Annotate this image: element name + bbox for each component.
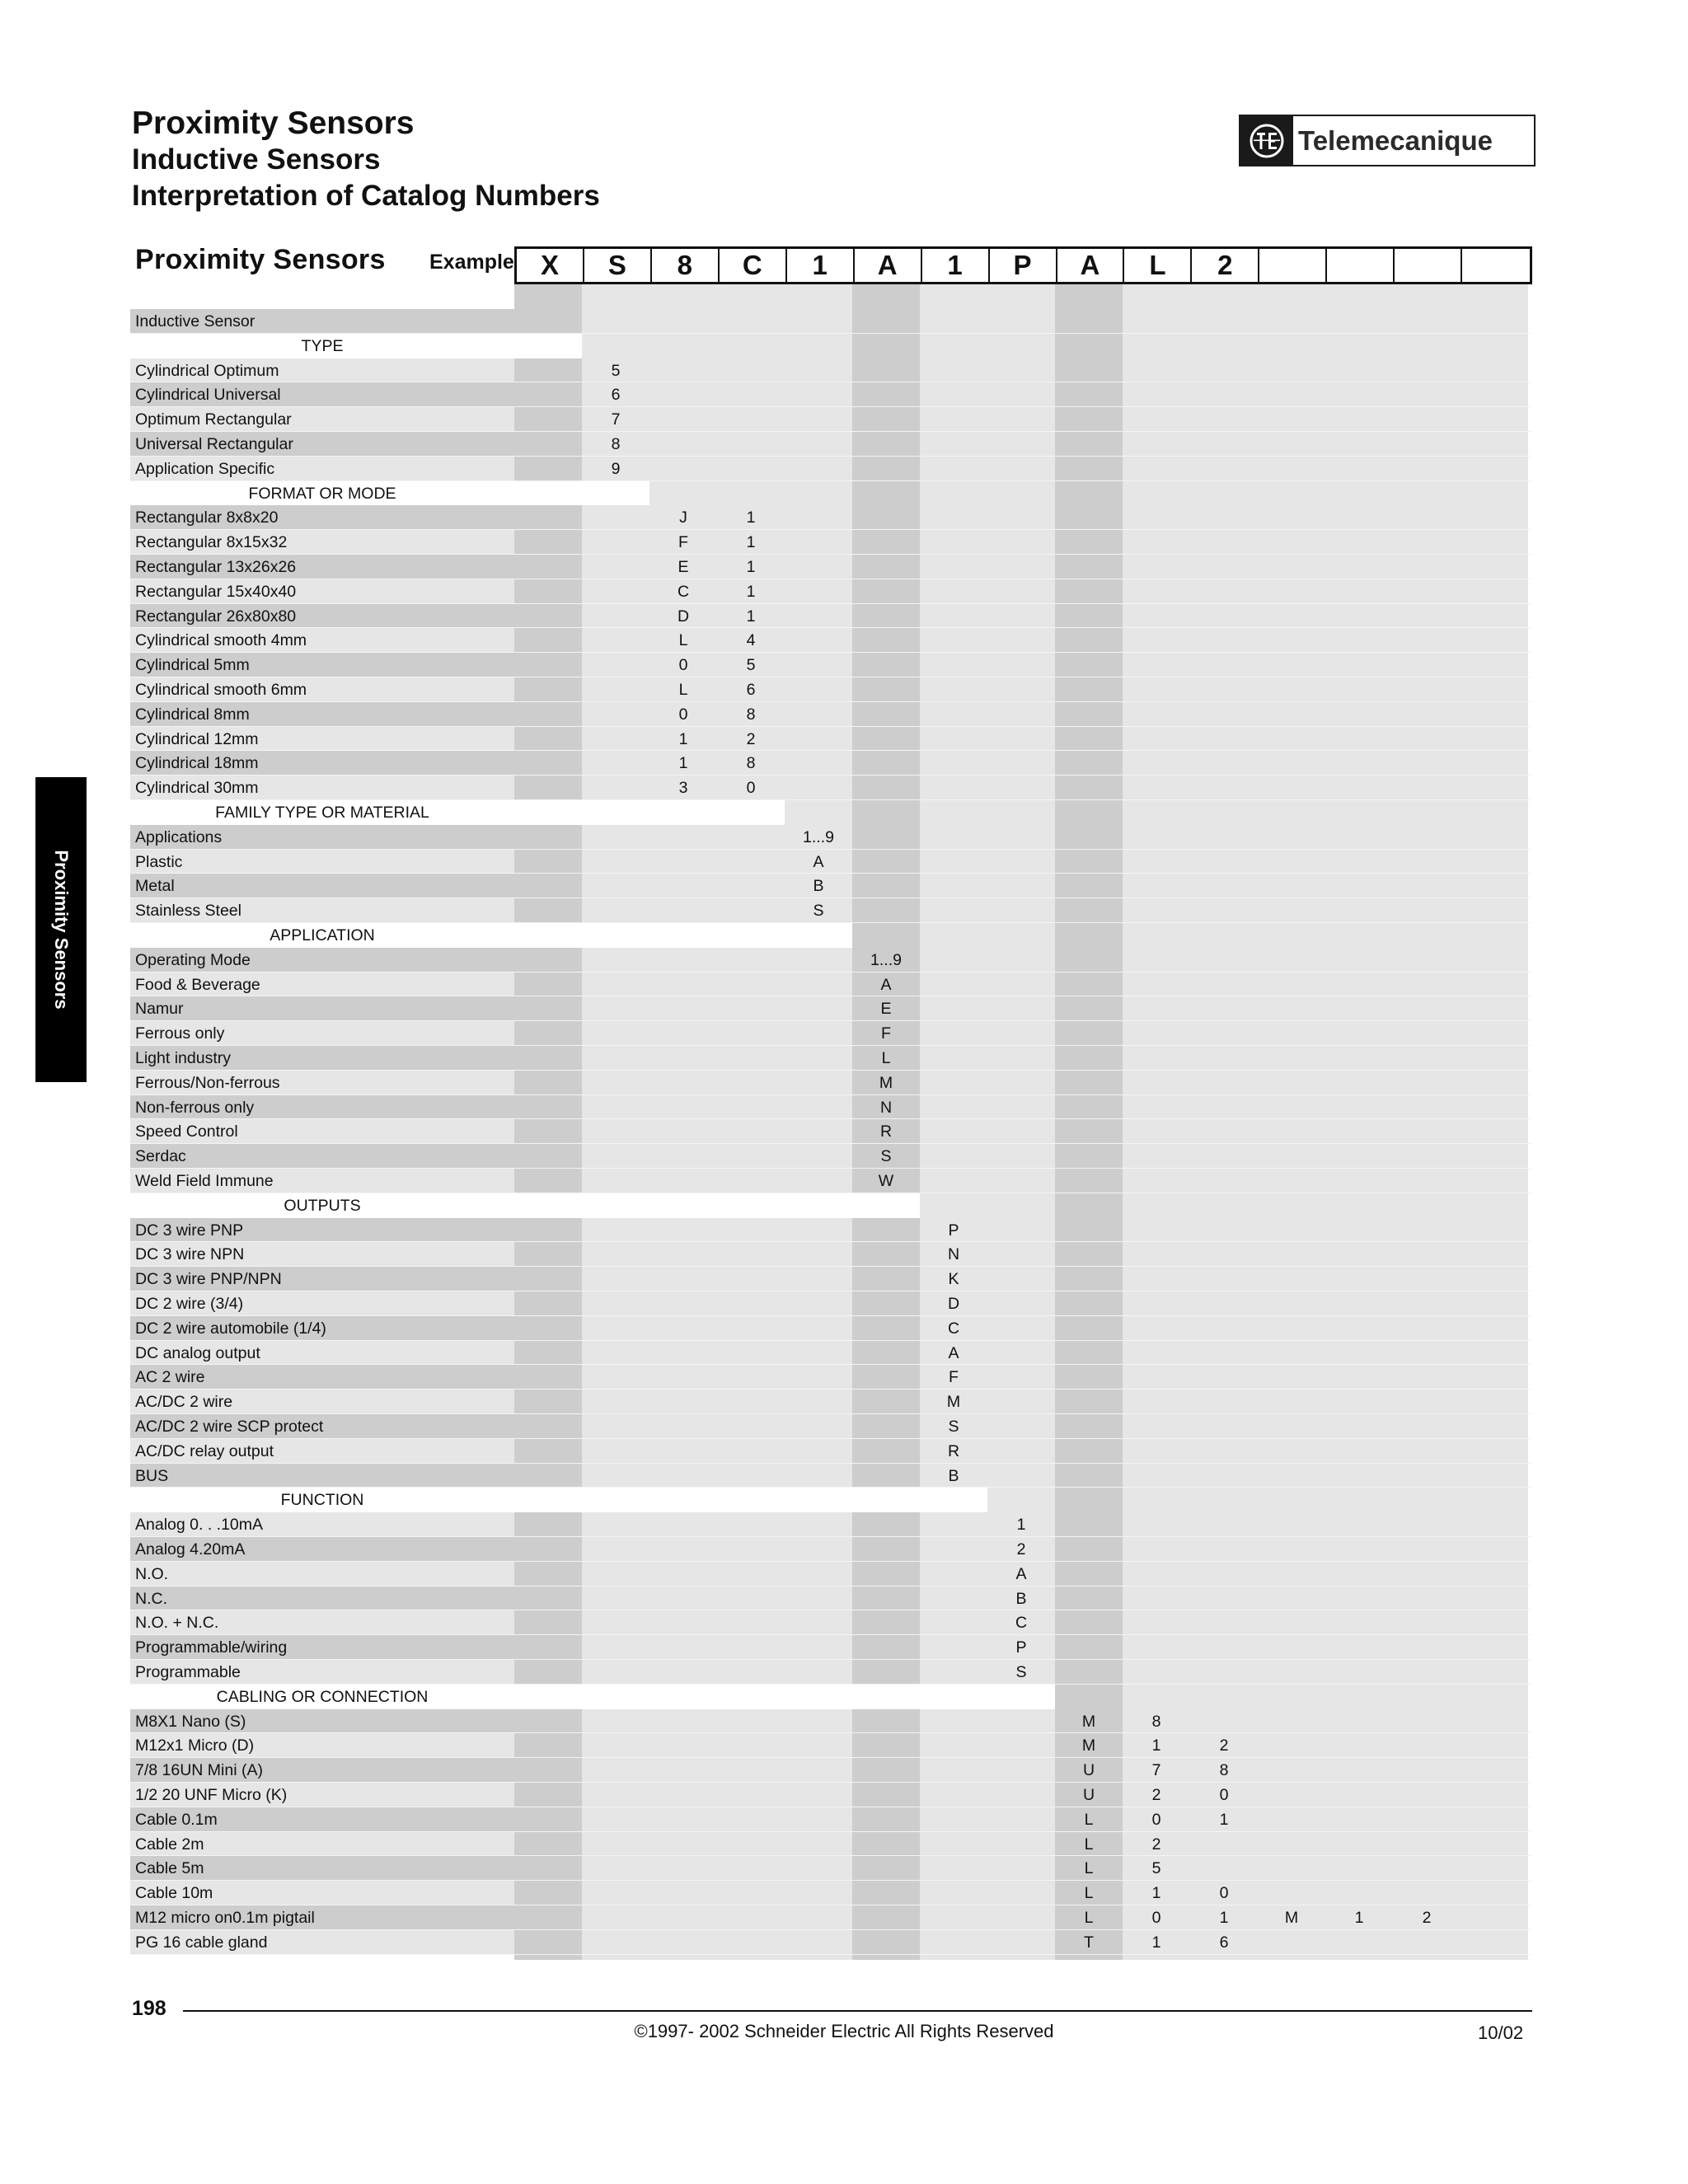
row-label: Operating Mode xyxy=(135,950,251,969)
code-value: L xyxy=(678,681,688,699)
code-value: 9 xyxy=(611,459,621,478)
code-value: 1 xyxy=(746,582,756,601)
example-code-cell: A xyxy=(1057,249,1125,282)
code-value: 0 xyxy=(1151,1909,1161,1927)
code-value: F xyxy=(881,1024,891,1043)
table-row xyxy=(130,1733,1532,1758)
code-value: 2 xyxy=(1422,1909,1432,1927)
table-row xyxy=(130,1390,1532,1414)
code-value: M xyxy=(946,1393,961,1412)
example-code-cell xyxy=(1395,249,1462,282)
code-value: A xyxy=(813,852,824,871)
table-row xyxy=(130,1537,1532,1562)
telemecanique-mark-icon xyxy=(1240,116,1293,165)
row-label: Cable 10m xyxy=(135,1884,213,1903)
row-label: Applications xyxy=(135,827,223,846)
code-value: A xyxy=(948,1343,959,1362)
code-value: C xyxy=(1015,1614,1028,1633)
table-row xyxy=(130,1021,1532,1046)
code-value: 1 xyxy=(1354,1909,1364,1927)
example-code-cell: C xyxy=(720,249,787,282)
row-label: Non-ferrous only xyxy=(135,1098,255,1117)
code-value: L xyxy=(1084,1835,1094,1854)
row-label: Inductive Sensor xyxy=(135,312,256,330)
code-value: 1 xyxy=(746,509,756,527)
example-code-cell: 1 xyxy=(787,249,855,282)
code-value: C xyxy=(947,1319,960,1338)
row-label: Cylindrical 5mm xyxy=(135,656,250,675)
code-value: 5 xyxy=(746,656,756,675)
table-row xyxy=(130,1856,1532,1881)
table-row xyxy=(130,972,1532,997)
row-label: Optimum Rectangular xyxy=(135,410,292,429)
row-label: Serdac xyxy=(135,1147,186,1166)
section-header xyxy=(130,1488,1532,1512)
table-row xyxy=(130,1758,1532,1783)
code-value: 6 xyxy=(1219,1933,1229,1952)
table-row xyxy=(130,1169,1532,1193)
table-row xyxy=(130,1144,1532,1169)
code-value: D xyxy=(947,1295,960,1313)
row-label: Ferrous/Non-ferrous xyxy=(135,1073,280,1092)
table-row xyxy=(130,309,1532,334)
code-value: L xyxy=(1084,1909,1094,1927)
row-label: Universal Rectangular xyxy=(135,435,293,453)
table-row xyxy=(130,1439,1532,1464)
code-value: 1 xyxy=(1016,1516,1026,1535)
table-row xyxy=(130,702,1532,727)
code-value: 2 xyxy=(1016,1540,1026,1558)
row-label: BUS xyxy=(135,1466,169,1485)
table-row xyxy=(130,382,1532,407)
code-value: 7 xyxy=(1151,1761,1161,1780)
telemecanique-logo xyxy=(1239,115,1536,166)
table-row xyxy=(130,1905,1532,1930)
code-value: S xyxy=(948,1418,959,1436)
code-value: 8 xyxy=(746,754,756,773)
table-row xyxy=(130,1291,1532,1316)
table-row xyxy=(130,579,1532,604)
table-row xyxy=(130,1242,1532,1267)
example-code-cell: S xyxy=(584,249,652,282)
section-label: CABLING OR CONNECTION xyxy=(216,1687,429,1706)
table-row xyxy=(130,1071,1532,1095)
row-label: 7/8 16UN Mini (A) xyxy=(135,1761,263,1780)
code-value: L xyxy=(881,1049,891,1067)
table-row xyxy=(130,1807,1532,1832)
row-label: Programmable/wiring xyxy=(135,1638,288,1657)
catalog-table xyxy=(130,284,1532,1960)
table-row xyxy=(130,996,1532,1021)
section-header xyxy=(130,334,1532,359)
code-value: C xyxy=(677,582,690,601)
code-value: 1...9 xyxy=(803,827,834,846)
table-row xyxy=(130,1119,1532,1144)
code-value: D xyxy=(677,607,690,626)
table-row xyxy=(130,432,1532,457)
example-code-cell xyxy=(1462,249,1530,282)
table-row xyxy=(130,1930,1532,1955)
code-value: N xyxy=(879,1098,893,1117)
row-label: Cylindrical 12mm xyxy=(135,729,259,748)
row-label: Application Specific xyxy=(135,459,275,478)
code-value: B xyxy=(813,877,824,896)
code-value: 8 xyxy=(1219,1761,1229,1780)
row-label: Cable 2m xyxy=(135,1835,204,1854)
side-tab xyxy=(35,777,87,1082)
code-value: 8 xyxy=(611,435,621,453)
code-value: 5 xyxy=(1151,1859,1161,1878)
code-value: 1 xyxy=(1151,1884,1161,1903)
code-value: 0 xyxy=(1219,1786,1229,1804)
row-label: Cylindrical Universal xyxy=(135,386,281,405)
row-label: AC/DC relay output xyxy=(135,1441,274,1460)
code-value: S xyxy=(1015,1663,1027,1681)
table-row xyxy=(130,1881,1532,1905)
row-label: DC 3 wire NPN xyxy=(135,1245,245,1264)
code-value: P xyxy=(1015,1638,1027,1657)
code-value: 7 xyxy=(611,410,621,429)
example-code-cell: A xyxy=(855,249,922,282)
row-label: AC/DC 2 wire xyxy=(135,1393,233,1412)
table-row xyxy=(130,874,1532,898)
section-label: OUTPUTS xyxy=(284,1196,361,1215)
row-label: Food & Beverage xyxy=(135,975,260,994)
table-row xyxy=(130,825,1532,850)
code-value: K xyxy=(948,1270,959,1289)
row-label: Ferrous only xyxy=(135,1024,225,1043)
table-row xyxy=(130,727,1532,752)
code-value: 0 xyxy=(678,705,688,724)
table-row xyxy=(130,1464,1532,1488)
code-value: A xyxy=(880,975,892,994)
code-value: 1 xyxy=(1219,1909,1229,1927)
code-value: 0 xyxy=(1219,1884,1229,1903)
code-value: L xyxy=(1084,1859,1094,1878)
example-label: Example xyxy=(429,251,514,274)
row-label: Cylindrical 8mm xyxy=(135,705,250,724)
row-label: Metal xyxy=(135,877,175,896)
code-value: R xyxy=(879,1122,893,1141)
page-number: 198 xyxy=(132,1997,166,2020)
row-label: Rectangular 26x80x80 xyxy=(135,607,297,626)
code-value: T xyxy=(1084,1933,1094,1952)
code-value: E xyxy=(678,558,689,576)
code-value: M xyxy=(1081,1736,1096,1755)
page-title: Proximity Sensors xyxy=(132,105,415,141)
code-value: 8 xyxy=(1151,1712,1161,1731)
example-code-box xyxy=(514,246,1532,284)
row-label: Plastic xyxy=(135,852,183,871)
code-value: 2 xyxy=(1151,1835,1161,1854)
table-row xyxy=(130,505,1532,530)
table-row xyxy=(130,776,1532,800)
row-label: M8X1 Nano (S) xyxy=(135,1712,246,1731)
table-row xyxy=(130,1267,1532,1291)
row-label: Rectangular 13x26x26 xyxy=(135,558,297,576)
table-row xyxy=(130,948,1532,972)
example-code-cell: X xyxy=(517,249,584,282)
code-value: M xyxy=(1284,1909,1299,1927)
table-row xyxy=(130,457,1532,481)
table-row xyxy=(130,1660,1532,1685)
row-label: DC 2 wire automobile (1/4) xyxy=(135,1319,326,1338)
row-label: Analog 0. . .10mA xyxy=(135,1516,264,1535)
code-value: S xyxy=(813,902,824,921)
code-value: 0 xyxy=(746,779,756,798)
row-label: DC 3 wire PNP/NPN xyxy=(135,1270,282,1289)
code-value: 6 xyxy=(746,681,756,699)
table-row xyxy=(130,751,1532,776)
date-code: 10/02 xyxy=(1478,2022,1524,2043)
table-row xyxy=(130,677,1532,702)
table-row xyxy=(130,653,1532,677)
row-label: Rectangular 15x40x40 xyxy=(135,582,297,601)
example-code-cell: 2 xyxy=(1192,249,1259,282)
row-label: Weld Field Immune xyxy=(135,1172,274,1190)
row-label: AC 2 wire xyxy=(135,1368,205,1387)
code-value: 0 xyxy=(678,656,688,675)
table-row xyxy=(130,1046,1532,1071)
code-value: L xyxy=(1084,1884,1094,1903)
code-value: U xyxy=(1082,1761,1095,1780)
code-value: W xyxy=(878,1172,894,1190)
footer-rule xyxy=(183,2010,1532,2012)
table-row xyxy=(130,1512,1532,1537)
table-row xyxy=(130,1832,1532,1857)
section-label: FAMILY TYPE OR MATERIAL xyxy=(215,804,429,822)
row-label: Cylindrical Optimum xyxy=(135,361,279,380)
example-code-cell: 1 xyxy=(922,249,990,282)
example-code-cell xyxy=(1259,249,1327,282)
row-label: Cylindrical 18mm xyxy=(135,754,259,773)
table-row xyxy=(130,1095,1532,1120)
row-label: DC 3 wire PNP xyxy=(135,1221,244,1240)
row-label: Rectangular 8x8x20 xyxy=(135,509,279,527)
row-label: DC 2 wire (3/4) xyxy=(135,1295,244,1313)
code-value: N xyxy=(947,1245,960,1264)
code-value: 5 xyxy=(611,361,621,380)
table-row xyxy=(130,1635,1532,1660)
example-code-cell: 8 xyxy=(652,249,720,282)
table-row xyxy=(130,1341,1532,1366)
code-value: U xyxy=(1082,1786,1095,1804)
table-row xyxy=(130,359,1532,383)
code-value: B xyxy=(948,1466,959,1485)
row-label: M12 micro on0.1m pigtail xyxy=(135,1909,315,1927)
code-value: 8 xyxy=(746,705,756,724)
page-subtitle-2: Interpretation of Catalog Numbers xyxy=(132,180,600,212)
table-row xyxy=(130,1365,1532,1390)
code-value: 1 xyxy=(746,607,756,626)
code-value: E xyxy=(880,1000,892,1019)
table-row xyxy=(130,555,1532,579)
row-label: Rectangular 8x15x32 xyxy=(135,533,288,552)
table-row xyxy=(130,1783,1532,1807)
row-label: N.O. + N.C. xyxy=(135,1614,219,1633)
section-header xyxy=(130,800,1532,825)
table-row xyxy=(130,530,1532,555)
code-value: M xyxy=(879,1073,893,1092)
row-label: PG 16 cable gland xyxy=(135,1933,268,1952)
table-row xyxy=(130,407,1532,432)
code-value: 1 xyxy=(1219,1810,1229,1829)
table-row xyxy=(130,850,1532,874)
row-label: Cylindrical smooth 4mm xyxy=(135,631,307,650)
code-value: R xyxy=(947,1441,960,1460)
row-label: Cable 0.1m xyxy=(135,1810,218,1829)
code-value: 2 xyxy=(1151,1786,1161,1804)
row-label: Namur xyxy=(135,1000,184,1019)
section-label: FUNCTION xyxy=(280,1491,364,1510)
section-label: TYPE xyxy=(301,336,344,355)
code-value: 4 xyxy=(746,631,756,650)
table-row xyxy=(130,604,1532,629)
section-label: APPLICATION xyxy=(270,926,375,944)
code-value: 1 xyxy=(678,729,688,748)
table-row xyxy=(130,1586,1532,1611)
section-title: Proximity Sensors xyxy=(135,244,386,275)
section-header xyxy=(130,923,1532,948)
row-label: Speed Control xyxy=(135,1122,238,1141)
code-value: 1 xyxy=(746,533,756,552)
table-row xyxy=(130,1709,1532,1734)
row-label: N.O. xyxy=(135,1564,169,1583)
table-row xyxy=(130,1610,1532,1635)
table-row xyxy=(130,628,1532,653)
row-label: DC analog output xyxy=(135,1343,260,1362)
code-value: 1 xyxy=(1151,1933,1161,1952)
logo-wordmark: Telemecanique xyxy=(1298,124,1493,156)
row-label: 1/2 20 UNF Micro (K) xyxy=(135,1786,288,1804)
example-code-cell: P xyxy=(990,249,1057,282)
row-label: M12x1 Micro (D) xyxy=(135,1736,255,1755)
table-row xyxy=(130,1316,1532,1341)
row-label: Analog 4.20mA xyxy=(135,1540,246,1558)
row-label: Cylindrical 30mm xyxy=(135,779,259,798)
code-value: P xyxy=(948,1221,959,1240)
code-value: S xyxy=(880,1147,892,1166)
section-label: FORMAT OR MODE xyxy=(248,484,396,503)
example-code-cell xyxy=(1327,249,1395,282)
table-row xyxy=(130,1218,1532,1243)
code-value: 3 xyxy=(678,779,688,798)
code-value: 1 xyxy=(1151,1736,1161,1755)
row-label: Cylindrical smooth 6mm xyxy=(135,681,307,699)
code-value: 2 xyxy=(746,729,756,748)
code-value: 0 xyxy=(1151,1810,1161,1829)
row-label: Light industry xyxy=(135,1049,231,1067)
page-subtitle: Inductive Sensors xyxy=(132,143,381,176)
section-header xyxy=(130,1685,1532,1709)
code-value: J xyxy=(679,509,687,527)
row-label: AC/DC 2 wire SCP protect xyxy=(135,1418,324,1436)
code-value: 2 xyxy=(1219,1736,1229,1755)
code-value: 1 xyxy=(746,558,756,576)
row-label: N.C. xyxy=(135,1589,167,1608)
table-row xyxy=(130,1414,1532,1439)
side-tab-label: Proximity Sensors xyxy=(51,850,72,1010)
section-header xyxy=(130,481,1532,506)
code-value: 1 xyxy=(678,754,688,773)
code-value: F xyxy=(949,1368,959,1387)
code-value: A xyxy=(1015,1564,1027,1583)
example-code-cell: L xyxy=(1124,249,1192,282)
code-value: 1...9 xyxy=(870,950,902,969)
table-row xyxy=(130,1562,1532,1586)
code-value: M xyxy=(1081,1712,1096,1731)
code-value: F xyxy=(678,533,688,552)
code-value: L xyxy=(1084,1810,1094,1829)
row-label: Stainless Steel xyxy=(135,902,241,921)
row-label: Programmable xyxy=(135,1663,241,1681)
table-row xyxy=(130,898,1532,923)
row-label: Cable 5m xyxy=(135,1859,204,1878)
copyright: ©1997- 2002 Schneider Electric All Rights Reserved xyxy=(634,2021,1054,2041)
code-value: B xyxy=(1015,1589,1027,1608)
section-header xyxy=(130,1193,1532,1218)
code-value: 6 xyxy=(611,386,621,405)
code-value: L xyxy=(678,631,688,650)
